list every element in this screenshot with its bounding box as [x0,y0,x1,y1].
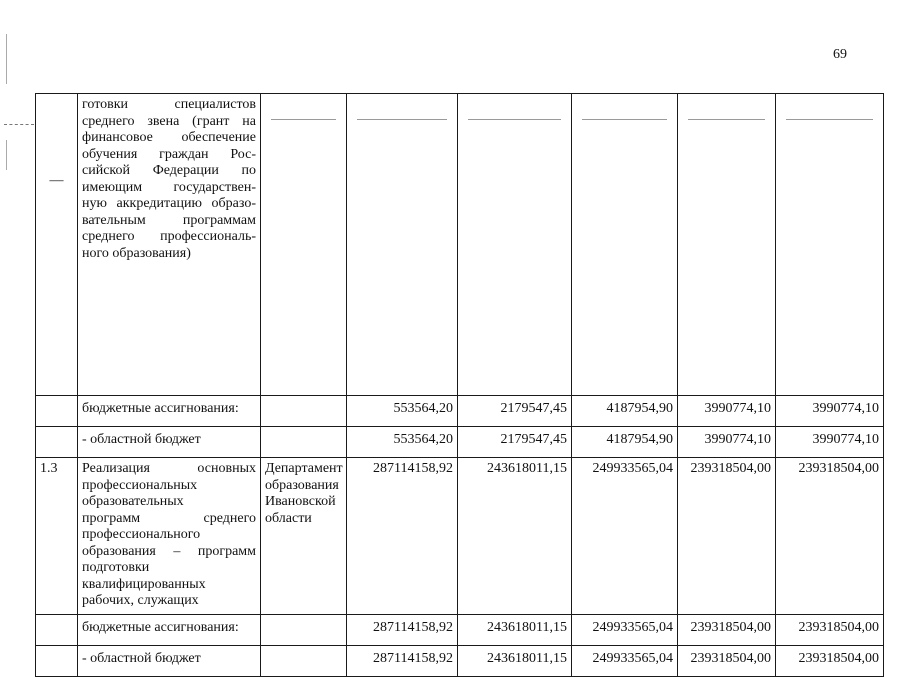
description-line: вательным программам [82,212,256,228]
executor-cell [261,615,347,646]
description-line: сийской Федерации по [82,163,256,178]
budget-allocation-table [35,93,884,677]
value-cell: 249933565,04 [572,646,678,677]
description-line: среднего звена (грант на [82,113,256,129]
margin-tick-mark [6,140,7,170]
row-label-cell: - областной бюджет [78,427,261,458]
description-line: обучения граждан Рос- [82,146,256,162]
description-line: квалифицированных [82,576,206,592]
value-cell: 249933565,04 [572,458,678,615]
value-cell [347,94,458,396]
row-number-cell: 1.3 [36,458,78,615]
value-cell: 239318504,00 [678,458,776,615]
row-label-cell: - областной бюджет [78,646,261,677]
description-line: рабочих, служащих [82,593,199,608]
value-cell: 287114158,92 [347,646,458,677]
value-cell [458,94,572,396]
value-cell: 3990774,10 [678,427,776,458]
description-line: ную аккредитацию образо- [82,196,256,211]
value-cell: 3990774,10 [776,396,884,427]
executor-line: образования [265,477,339,493]
page-number: 69 [833,47,847,62]
row-label-cell: бюджетные ассигнования: [78,615,261,646]
blank-line [688,119,765,121]
description-line: имеющим государствен- [82,179,256,195]
value-cell: 2179547,45 [458,427,572,458]
value-cell: 239318504,00 [776,646,884,677]
table-row-continuation [36,94,884,396]
value-cell: 553564,20 [347,427,458,458]
value-cell: 243618011,15 [458,458,572,615]
blank-line [786,119,873,121]
table-row [36,427,884,458]
executor-line: Департамент [265,461,343,476]
value-cell: 553564,20 [347,396,458,427]
value-cell: 2179547,45 [458,396,572,427]
row-number-cell [36,615,78,646]
table-row-item-1-3 [36,458,884,615]
value-cell: 243618011,15 [458,615,572,646]
description-line: образования – программ [82,543,256,559]
executor-cell [261,94,347,396]
margin-tick-mark [6,34,7,84]
description-cell [78,458,261,615]
blank-line [357,119,447,121]
description-line: финансовое обеспечение [82,130,256,145]
row-number-cell [36,646,78,677]
description-cell [78,94,261,396]
value-cell [678,94,776,396]
row-number-cell [36,396,78,427]
value-cell [776,94,884,396]
executor-cell [261,458,347,615]
executor-cell [261,427,347,458]
description-line: профессиональных [82,477,198,493]
description-line: среднего профессиональ- [82,229,256,244]
executor-line: области [265,510,312,526]
value-cell: 3990774,10 [776,427,884,458]
value-cell: 239318504,00 [678,646,776,677]
margin-cut-mark [4,124,34,125]
value-cell [572,94,678,396]
description-line: профессионального [82,527,201,542]
value-cell: 239318504,00 [776,615,884,646]
executor-cell [261,396,347,427]
table-row [36,615,884,646]
description-line: готовки специалистов [82,97,256,112]
value-cell: 243618011,15 [458,646,572,677]
executor-line: Ивановской [265,494,336,509]
row-number-cell [36,427,78,458]
row-label-cell: бюджетные ассигнования: [78,396,261,427]
table-row [36,646,884,677]
value-cell: 4187954,90 [572,427,678,458]
description-line: Реализация основных [82,461,256,476]
value-cell: 249933565,04 [572,615,678,646]
value-cell: 287114158,92 [347,458,458,615]
blank-line [271,119,336,121]
description-line: подготовки [82,560,150,575]
value-cell: 3990774,10 [678,396,776,427]
description-line: образовательных [82,494,184,509]
value-cell: 287114158,92 [347,615,458,646]
blank-line [468,119,561,121]
executor-cell [261,646,347,677]
value-cell: 239318504,00 [776,458,884,615]
blank-line [582,119,667,121]
row-number-cell: — [36,94,78,396]
description-line: программ среднего [82,510,256,526]
value-cell: 239318504,00 [678,615,776,646]
value-cell: 4187954,90 [572,396,678,427]
table-row [36,396,884,427]
description-line: ного образования) [82,245,191,261]
